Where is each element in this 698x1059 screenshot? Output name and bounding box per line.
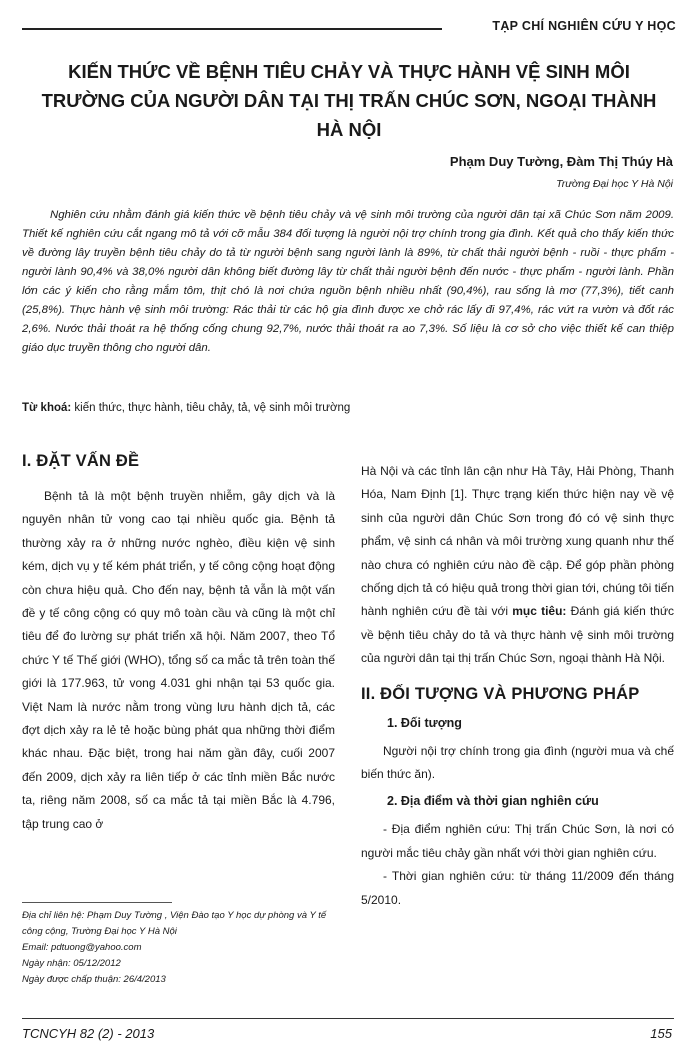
footer-citation: TCNCYH 82 (2) - 2013 — [22, 1026, 155, 1041]
subjects-text: Người nội trợ chính trong gia đình (người mua và chế biến thức ăn). — [361, 743, 674, 782]
objective-text: Đánh giá kiến thức về bệnh tiêu chảy do tả và thực hành vệ sinh môi trường của người dân tại thị trấn Chúc Sơn, ngoại thành Hà Nội. — [361, 604, 675, 666]
time-text: - Thời gian nghiên cứu: từ tháng 11/2009 đến tháng 5/2010. — [361, 869, 674, 907]
introduction-continued-text: Hà Nội và các tỉnh lân cận như Hà Tây, Hải Phòng, Thanh Hóa, Nam Định [1]. Thực trạng kiến thức hiện nay về vệ sinh của người dân Chúc Sơn trong đó có vệ sinh thực phẩm, vệ sinh cá nhân và môi trường xung quanh như thế nào chưa có nghiên cứu nào đề cập. Để góp phần phòng chống dịch tả có hiệu quả trong thời gian tới, chúng tôi tiến hành nghiên cứu đề tài với — [361, 464, 674, 619]
footnote-received: Ngày nhận: 05/12/2012 — [22, 958, 121, 969]
left-column — [22, 448, 335, 836]
right-column — [361, 460, 674, 912]
journal-title: TẠP CHÍ NGHIÊN CỨU Y HỌC — [492, 19, 676, 33]
author-affiliation: Trường Đại học Y Hà Nội — [556, 178, 673, 190]
introduction-paragraph: Bệnh tả là một bệnh truyền nhiễm, gây dịch và là nguyên nhân tử vong cao tại nhiều quốc gia. Bệnh tả thường xảy ra ở những nước nghèo, điều kiện vệ sinh kém, dịch vụ y tế kém phát triển, y tế công cộng hoạt động còn chưa hiệu quả. Cho đến nay, bệnh tả vẫn là một vấn đề y tế công cộng có quy mô toàn cầu và cũng là một chỉ tiêu để đo lường sự phát triển xã hội. Năm 2007, theo Tổ chức Y tế Thế giới (WHO), tổng số ca mắc tả trên toàn thế giới là 177.963, tử vong 4.031 ghi nhận tại 53 quốc gia. Việt Nam là nước nằm trong vùng lưu hành dịch tả, các đợt dịch xảy ra lẻ tẻ hoặc bùng phát qua những thời điểm khác nhau. Đặc biệt, trong hai năm gần đây, cuối 2007 đến 2009, dịch xảy ra liên tiếp ở các tỉnh miền Bắc nước ta, riêng năm 2008, số ca mắc tả tại miền Bắc là 4.796, tập trung cao ở — [22, 489, 335, 831]
objective-label: mục tiêu: — [512, 604, 567, 619]
keywords-label: Từ khoá: — [22, 402, 72, 414]
keywords-text: kiến thức, thực hành, tiêu chảy, tả, vệ sinh môi trường — [74, 402, 351, 414]
abstract: Nghiên cứu nhằm đánh giá kiến thức về bệnh tiêu chảy và vệ sinh môi trường của người dân tại xã Chúc Sơn năm 2009. Thiết kế nghiên cứu cắt ngang mô tả với cỡ mẫu 384 đối tượng là người nội trợ chính trong gia đình. Kết quả cho thấy kiến thức về đường lây truyền bệnh tiêu chảy do tả từ người bệnh sang người lành là 89%, từ chất thải người bệnh - ruồi - thực phẩm - người lành 90,4% và 38,0% người dân không biết đường lây từ chất thải người bệnh đến nước - thực phẩm - người lành. Phần lớn các ý kiến cho rằng mắm tôm, thịt chó là nơi chứa nguồn bệnh nhiều nhất (90,4%), rau sống là mơ (77,3%), tiết canh (25,8%). Thực hành vệ sinh môi trường: Rác thải từ các hộ gia đình được xe chở rác lấy đi 97,4%, rác vứt ra vườn và đốt rác 2,6%. Nước thải thoát ra hệ thống cống chung 92,7%, nước thải thoát ra ao 7,3%. Số liệu là cơ sở cho việc thiết kế can thiệp giáo dục truyền thông cho người dân. — [22, 209, 674, 354]
section-heading-methods: II. ĐỐI TƯỢNG VÀ PHƯƠNG PHÁP — [361, 684, 640, 703]
article-authors: Phạm Duy Tường, Đàm Thị Thúy Hà — [449, 154, 673, 169]
footnote-rule — [22, 902, 172, 903]
footnotes — [22, 908, 342, 988]
footnote-contact: Địa chỉ liên hệ: Phạm Duy Tường , Viện Đào tạo Y học dự phòng và Y tế công cộng, Trường Đại học Y Hà Nội — [22, 910, 327, 937]
article-title: KIẾN THỨC VỀ BỆNH TIÊU CHẢY VÀ THỰC HÀNH VỆ SINH MÔI TRƯỜNG CỦA NGƯỜI DÂN TẠI THỊ TRẤN CHÚC SƠN, NGOẠI THÀNH HÀ NỘI — [41, 61, 657, 140]
footer-rule — [22, 1018, 674, 1019]
footnote-email: Email: pdtuong@yahoo.com — [22, 942, 142, 953]
subsection-heading-location-time: 2. Địa điểm và thời gian nghiên cứu — [387, 794, 599, 809]
header-rule — [22, 28, 442, 30]
subsection-heading-subjects: 1. Đối tượng — [387, 715, 462, 730]
introduction-continued — [361, 460, 674, 671]
section-heading-introduction: I. ĐẶT VẤN ĐỀ — [22, 452, 140, 470]
footnote-accepted: Ngày được chấp thuận: 26/4/2013 — [22, 974, 166, 985]
page-number: 155 — [650, 1026, 672, 1041]
location-text: - Địa điểm nghiên cứu: Thị trấn Chúc Sơn, là nơi có người mắc tiêu chảy gần nhất với thời gian nghiên cứu. — [361, 822, 674, 860]
keywords — [22, 402, 674, 414]
